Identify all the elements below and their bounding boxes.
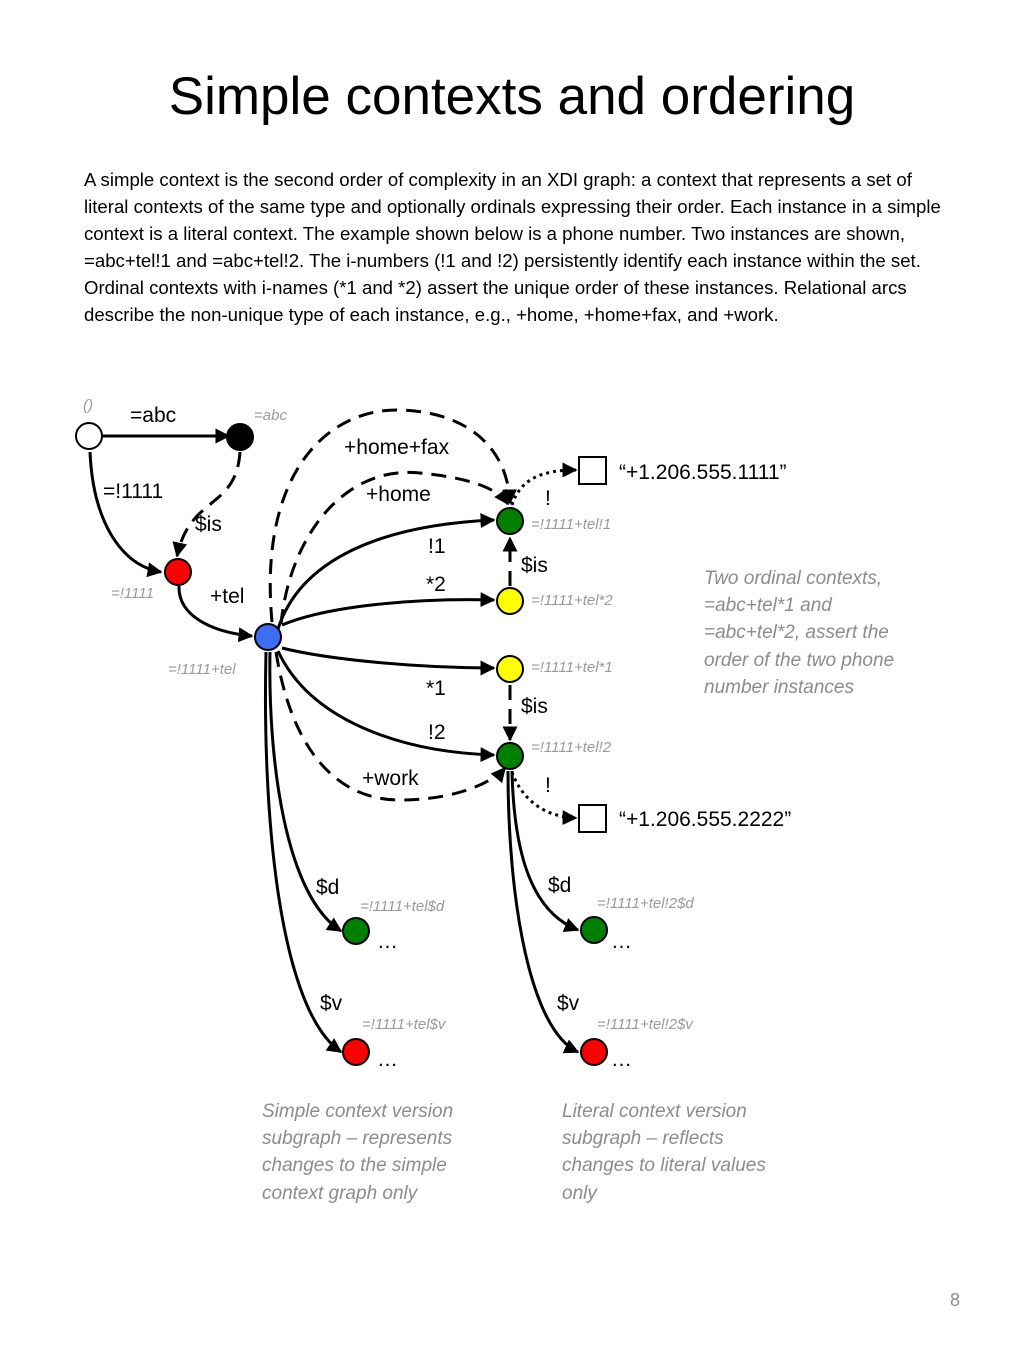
note-simple-line: Simple context version xyxy=(262,1101,454,1122)
note-ordinal-line: Two ordinal contexts, xyxy=(704,568,883,589)
literal-value-lower: “+1.206.555.2222” xyxy=(619,808,792,831)
label-n1111: =!1111 xyxy=(103,480,164,503)
literal-value-upper: “+1.206.555.1111” xyxy=(619,461,787,484)
note-simple-line: changes to the simple xyxy=(262,1155,447,1176)
addr-tel-i2: =!1111+tel!2 xyxy=(531,739,612,756)
label-is-lower: $is xyxy=(521,695,548,718)
label-d-left: $d xyxy=(316,876,340,899)
label-home: +home xyxy=(366,483,431,506)
node-tel-o1 xyxy=(497,656,523,682)
addr-root: () xyxy=(83,397,93,414)
note-literal-context-version xyxy=(562,1101,771,1204)
note-literal-line: Literal context version xyxy=(562,1101,747,1122)
ellipsis-v-right: … xyxy=(611,1048,632,1071)
node-tel-v xyxy=(343,1039,369,1065)
addr-abc: =abc xyxy=(254,407,287,424)
note-simple-line: subgraph – represents xyxy=(262,1128,453,1149)
note-ordinal-contexts xyxy=(704,568,899,698)
addr-tel-o2: =!1111+tel*2 xyxy=(531,592,613,609)
ellipsis-d-right: … xyxy=(611,930,632,953)
addr-tel-o1: =!1111+tel*1 xyxy=(531,659,613,676)
arc-n1111 xyxy=(90,452,164,572)
intro-paragraph: A simple context is the second order of complexity in an XDI graph: a context that represents a set of literal contexts of the same type and optionally ordinals expressing their order. Each instance in a simple context is a literal context. The example shown below is a phone number. Two instances are shown, =abc+tel!1 and =abc+tel!2. The i-numbers (!1 and !2) persistently identify each instance within the set. Ordinal contexts with i-names (*1 and *2) assert the unique order of these instances. Relational arcs describe the non-unique type of each instance, e.g., +home, +home+fax, and +work. xyxy=(84,169,941,325)
node-abc xyxy=(227,424,253,450)
node-tel-i2 xyxy=(497,743,523,769)
note-literal-line: changes to literal values xyxy=(562,1155,766,1176)
note-ordinal-line: =abc+tel*1 and xyxy=(704,595,832,616)
note-literal-line: only xyxy=(562,1183,597,1204)
label-bang-upper: ! xyxy=(545,487,551,510)
label-is-upper: $is xyxy=(521,554,548,577)
node-tel-o2 xyxy=(497,588,523,614)
label-work: +work xyxy=(362,767,419,790)
page-number: 8 xyxy=(949,1290,960,1310)
note-simple-context-version xyxy=(262,1101,458,1204)
label-i1: !1 xyxy=(428,535,446,558)
label-bang-lower: ! xyxy=(545,774,551,797)
note-literal-line: subgraph – reflects xyxy=(562,1128,724,1149)
note-simple-line: context graph only xyxy=(262,1183,418,1204)
addr-n1111: =!1111 xyxy=(111,585,154,602)
addr-tel: =!1111+tel xyxy=(168,661,236,678)
note-ordinal-line: =abc+tel*2, assert the xyxy=(704,622,889,643)
node-tel-i1 xyxy=(497,508,523,534)
label-v-right: $v xyxy=(557,992,580,1015)
note-ordinal-line: order of the two phone xyxy=(704,650,895,671)
label-o1: *1 xyxy=(426,677,446,700)
arc-o2 xyxy=(282,600,494,625)
label-d-right: $d xyxy=(548,874,572,897)
label-is-abc: $is xyxy=(195,513,222,536)
note-ordinal-line: number instances xyxy=(704,677,854,698)
addr-tel-d: =!1111+tel$d xyxy=(360,898,445,915)
node-root xyxy=(76,423,102,449)
label-v-left: $v xyxy=(320,992,343,1015)
ellipsis-v-left: … xyxy=(377,1048,398,1071)
arc-o1 xyxy=(282,648,494,668)
node-tel-i2-d xyxy=(581,917,607,943)
label-tel: +tel xyxy=(210,585,245,608)
label-home-fax: +home+fax xyxy=(344,436,450,459)
arc-bang-lower xyxy=(512,772,576,818)
label-i2: !2 xyxy=(428,721,446,744)
addr-tel-v: =!1111+tel$v xyxy=(362,1016,446,1033)
node-tel xyxy=(255,624,281,650)
node-n1111 xyxy=(165,559,191,585)
ellipsis-d-left: … xyxy=(377,930,398,953)
arc-bang-upper xyxy=(512,470,576,505)
literal-box-lower xyxy=(579,805,606,832)
addr-tel-i2-v: =!1111+tel!2$v xyxy=(597,1016,693,1033)
label-abc: =abc xyxy=(130,404,177,427)
node-tel-d xyxy=(343,918,369,944)
arc-is-abc xyxy=(177,452,240,556)
node-tel-i2-v xyxy=(581,1039,607,1065)
arc-i1 xyxy=(278,520,494,629)
literal-box-upper xyxy=(579,457,606,484)
addr-tel-i2-d: =!1111+tel!2$d xyxy=(597,895,694,912)
label-o2: *2 xyxy=(426,573,446,596)
addr-tel-i1: =!1111+tel!1 xyxy=(531,516,612,533)
slide-title: Simple contexts and ordering xyxy=(168,67,856,126)
